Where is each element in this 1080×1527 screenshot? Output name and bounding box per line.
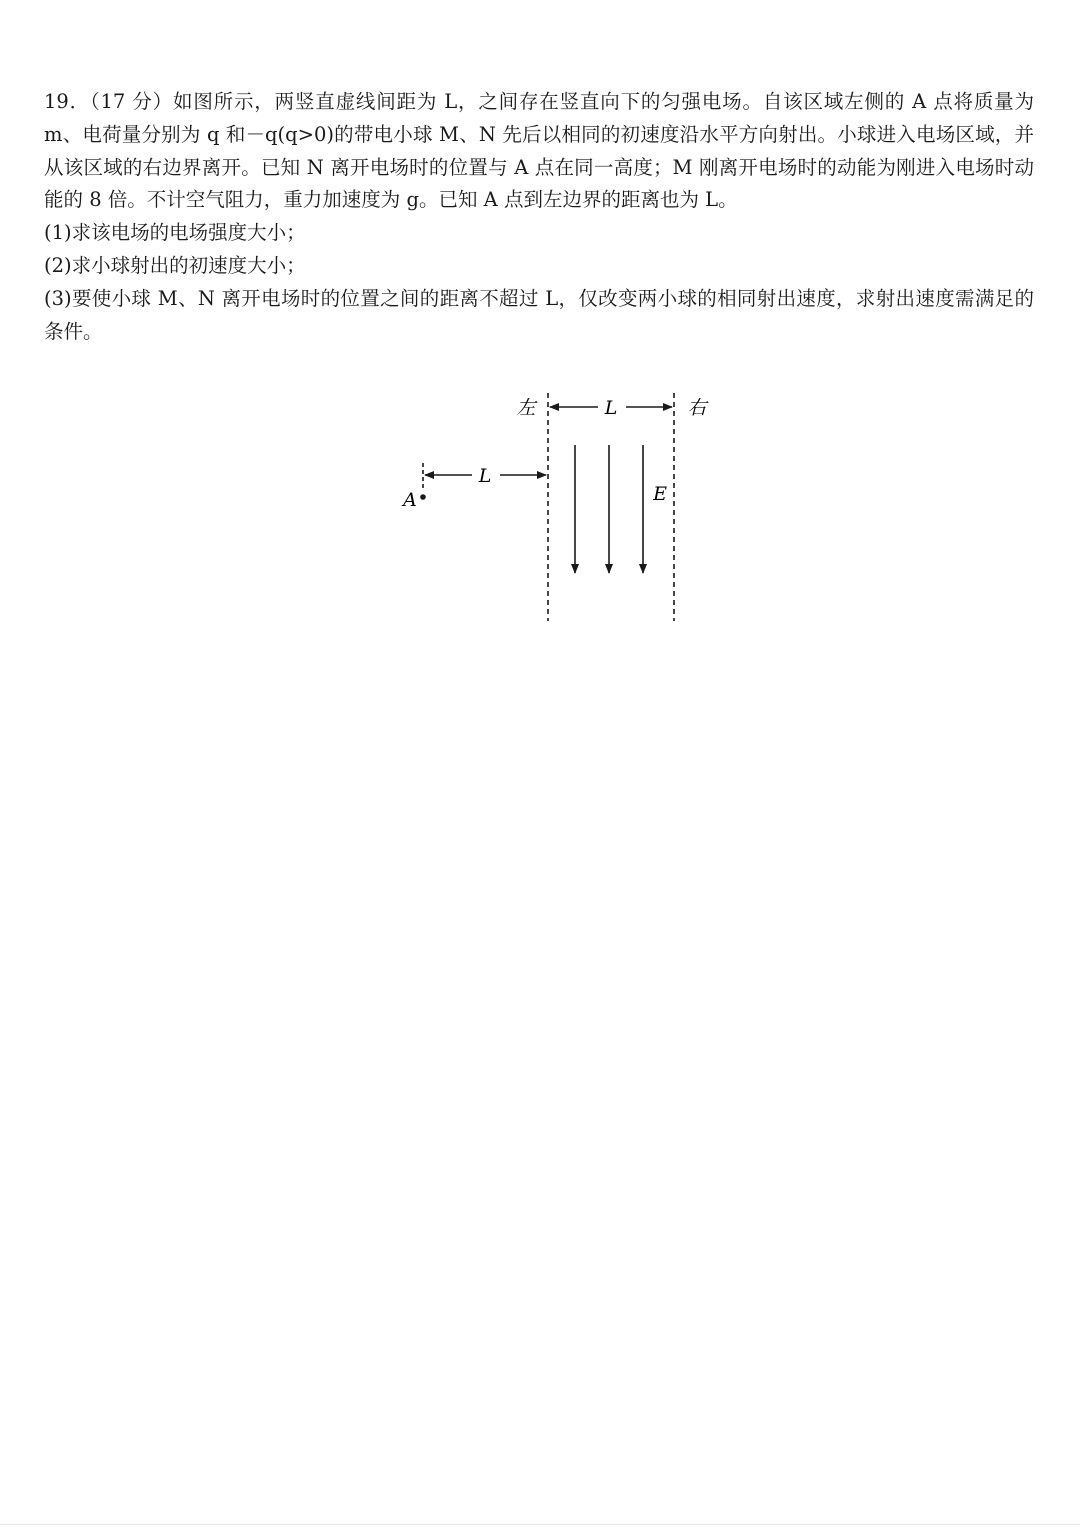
label-point-a: A bbox=[403, 489, 417, 511]
label-right: 右 bbox=[687, 397, 707, 419]
page-bottom-edge bbox=[0, 1524, 1080, 1525]
question-1: (1)求该电场的电场强度大小； bbox=[44, 221, 306, 245]
problem-text bbox=[44, 86, 1034, 348]
question-2: (2)求小球射出的初速度大小； bbox=[44, 253, 306, 277]
electric-field-diagram bbox=[390, 385, 720, 625]
question-3: (3)要使小球 M、N 离开电场时的位置之间的距离不超过 L，仅改变两小球的相同射出速度，求射出速度需满足的条件。 bbox=[44, 286, 1034, 343]
point-a-dot bbox=[420, 494, 426, 500]
label-distance: L bbox=[478, 465, 492, 487]
problem-stem: 19．（17 分）如图所示，两竖直虚线间距为 L，之间存在竖直向下的匀强电场。自该区域左侧的 A 点将质量为 m、电荷量分别为 q 和－q(q>0)的带电小球 M、N 先后以相同的初速度沿水平方向射出。小球进入电场区域，并从该区域的右边界离开。已知 N 离开电场时的位置与 A 点在同一高度；M 刚离开电场时的动能为刚进入电场时动能的 8 倍。不计空气阻力，重力加速度为 g。已知 A 点到左边界的距离也为 L。 bbox=[44, 90, 1034, 212]
label-left: 左 bbox=[516, 397, 536, 419]
label-width: L bbox=[604, 397, 618, 419]
label-field-e: E bbox=[653, 483, 667, 505]
